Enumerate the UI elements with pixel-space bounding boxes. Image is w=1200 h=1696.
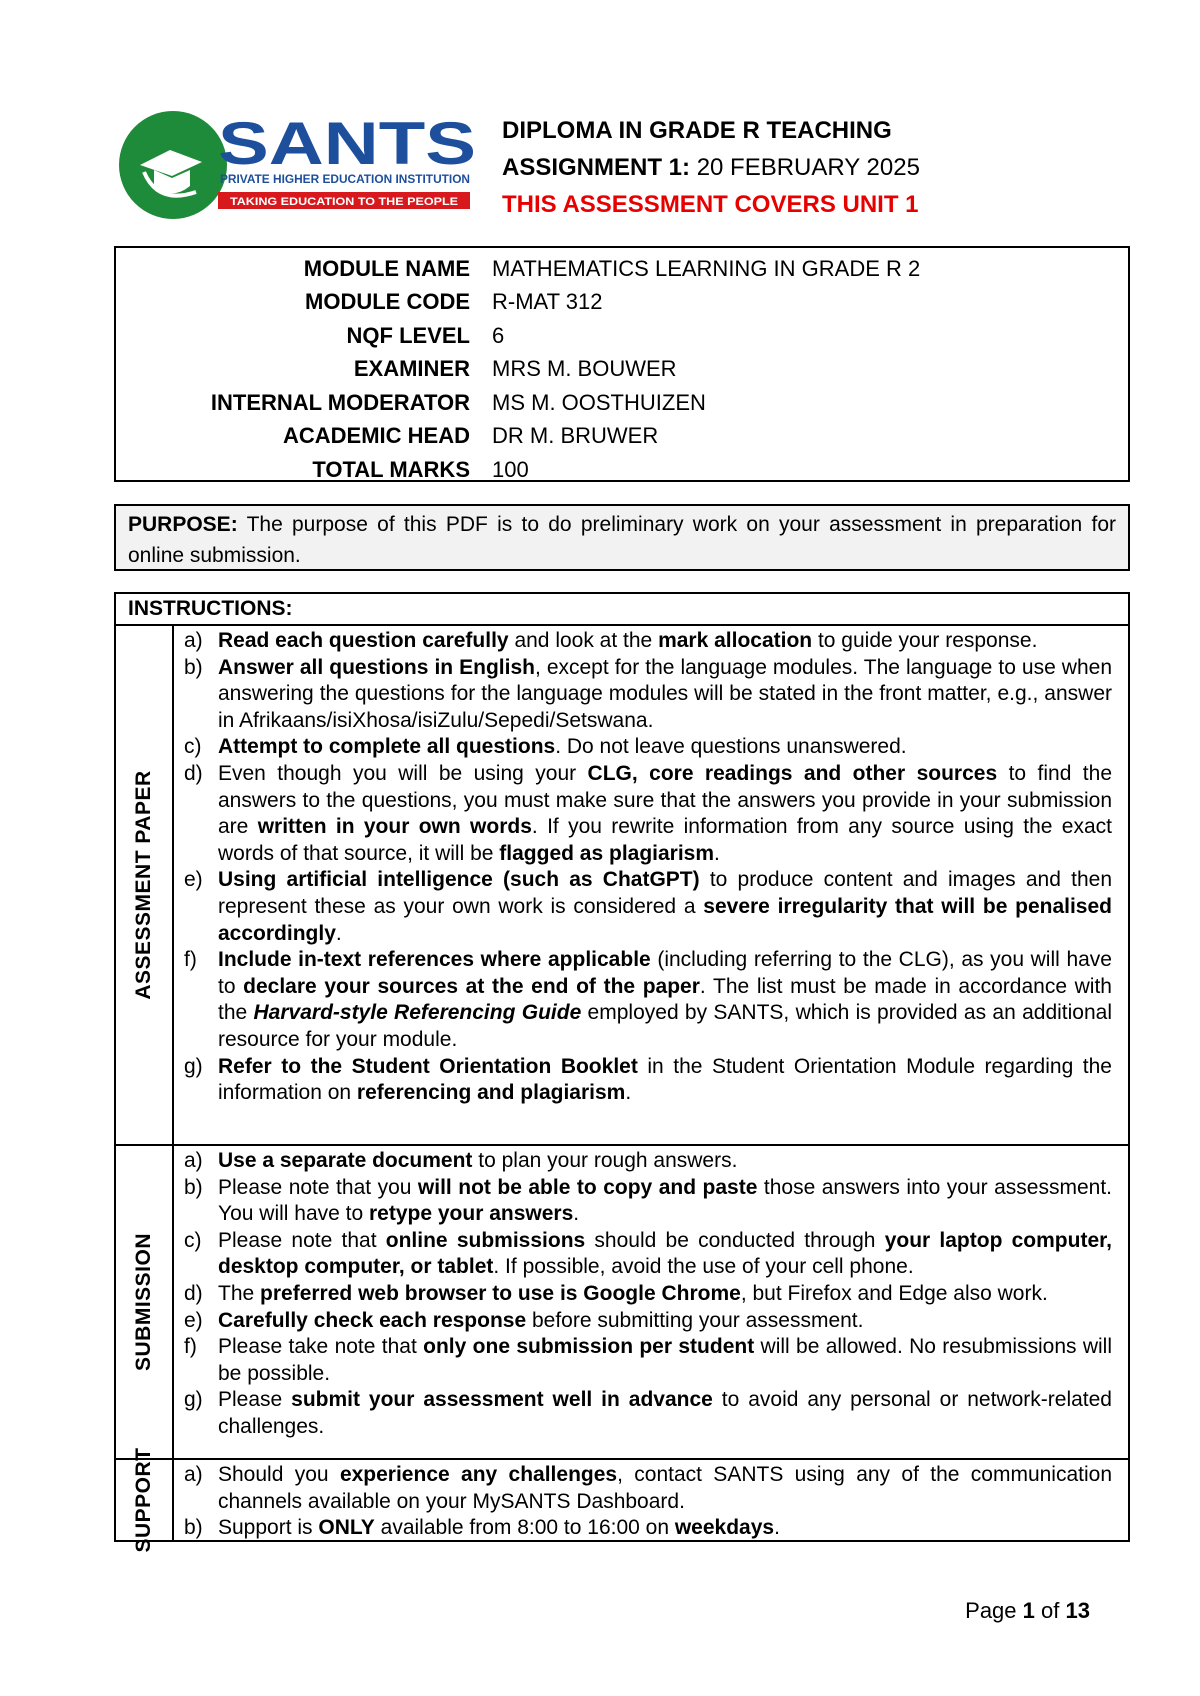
instruction-item: [184, 1334, 1112, 1387]
assignment-line: [502, 149, 920, 186]
item-text-emphasis: Harvard-style Referencing Guide: [253, 1001, 582, 1025]
coverage-line: THIS ASSESSMENT COVERS UNIT 1: [502, 191, 919, 218]
module-label: TOTAL MARKS: [312, 456, 470, 482]
instruction-item: [184, 1515, 1112, 1542]
instructions-table: [114, 592, 1130, 1553]
section-label: SUPPORT: [132, 1447, 155, 1553]
item-text: [218, 655, 1112, 735]
item-text: [218, 947, 1112, 1053]
section-side: [116, 626, 174, 1144]
item-text-emphasis: weekdays: [674, 1516, 775, 1540]
instruction-item: [184, 947, 1112, 1053]
item-text-part: .: [625, 1081, 632, 1105]
of-word: of: [1041, 1598, 1060, 1623]
item-text-part: to avoid any personal or network-related challenges.: [218, 1388, 1112, 1438]
item-text-emphasis: referencing and plagiarism: [356, 1081, 626, 1105]
item-text-part: .: [774, 1516, 780, 1540]
item-letter: b): [184, 655, 203, 679]
instruction-section: [116, 626, 1128, 1146]
item-text-part: Please: [218, 1388, 292, 1412]
module-label: NQF LEVEL: [346, 322, 470, 348]
item-text: [218, 1175, 1112, 1228]
item-letter: g): [184, 1054, 203, 1078]
item-letter: b): [184, 1516, 203, 1540]
section-items: [174, 1460, 1128, 1540]
module-value: 100: [492, 456, 529, 482]
item-text-emphasis: Include in-text references where applicable: [218, 948, 651, 972]
module-label: MODULE CODE: [305, 289, 470, 315]
item-text-part: available from 8:00 to 16:00 on: [374, 1516, 675, 1540]
item-text: [218, 734, 1112, 761]
instruction-item: [184, 1387, 1112, 1440]
item-text-part: to produce content and images and then represent these as your own work is considered a: [218, 868, 1112, 918]
logo-tagline: TAKING EDUCATION TO THE PEOPLE: [230, 196, 458, 208]
item-text-part: .: [573, 1202, 580, 1226]
item-text-part: .: [335, 921, 342, 945]
item-text-part: Please note that: [218, 1228, 386, 1252]
item-text-part: , contact SANTS using any of the communication channels available on your MySANTS Dashboard.: [218, 1463, 1113, 1513]
item-letter: a): [184, 1149, 203, 1172]
item-letter: e): [184, 868, 203, 892]
item-text-part: , but Firefox and Edge also work.: [740, 1281, 1048, 1305]
item-text-emphasis: CLG, core readings and other sources: [587, 761, 998, 785]
item-text-part: to find the answers to the questions, you must make sure that the answers you provide in your submission are: [218, 761, 1112, 839]
instruction-item: [184, 1308, 1112, 1335]
diploma-title: DIPLOMA IN GRADE R TEACHING: [502, 117, 892, 144]
item-text-part: those answers into your assessment. You will have to: [218, 1175, 1112, 1226]
item-text-emphasis: Read each question carefully: [218, 629, 509, 652]
item-text-part: should be conducted through: [585, 1228, 885, 1252]
module-value: MRS M. BOUWER: [492, 356, 677, 382]
instruction-item: [184, 1054, 1112, 1107]
item-text-emphasis: only one submission per student: [423, 1335, 755, 1359]
item-letter: f): [184, 1335, 197, 1359]
instruction-item: [184, 1175, 1112, 1228]
item-text-part: will be allowed. No resubmissions will be possible.: [218, 1335, 1113, 1385]
module-row: [116, 353, 1128, 387]
item-text-emphasis: retype your answers: [369, 1202, 574, 1226]
page-number: [965, 1598, 1090, 1624]
module-row: [116, 286, 1128, 320]
item-text: [218, 1387, 1112, 1440]
item-text-part: before submitting your assessment.: [526, 1308, 864, 1332]
module-row: [116, 252, 1128, 286]
item-text-part: Please take note that: [218, 1335, 424, 1359]
item-text-emphasis: Carefully check each response: [218, 1308, 527, 1332]
instruction-item: [184, 1281, 1112, 1308]
item-text: [218, 867, 1112, 947]
item-text: [218, 1515, 1112, 1542]
item-text-emphasis: Attempt to complete all questions: [218, 735, 556, 759]
item-text-part: . Do not leave questions unanswered.: [555, 735, 907, 759]
item-letter: d): [184, 1281, 203, 1305]
item-text-emphasis: Using artificial intelligence (such as ChatGPT): [218, 868, 700, 892]
item-text-emphasis: severe irregularity that will be penalised accordingly: [218, 894, 1112, 945]
module-row: [116, 319, 1128, 353]
item-text-emphasis: Use a separate document: [218, 1149, 473, 1172]
section-items: [174, 626, 1128, 1144]
item-text-part: to plan your rough answers.: [472, 1149, 738, 1172]
page-word: Page: [965, 1598, 1017, 1623]
item-text-emphasis: will not be able to copy and paste: [417, 1175, 758, 1199]
section-side: [116, 1447, 174, 1553]
item-text: [218, 761, 1112, 867]
item-letter: e): [184, 1308, 203, 1332]
item-text-part: (including referring to the CLG), as you will have to: [218, 948, 1112, 998]
item-text-part: employed by SANTS, which is provided as an additional resource for your module.: [218, 1001, 1112, 1051]
item-text-emphasis: declare your sources at the end of the paper: [243, 974, 700, 998]
instruction-item: [184, 1228, 1112, 1281]
module-value: DR M. BRUWER: [492, 423, 659, 449]
sants-logo: [118, 110, 478, 220]
assignment-date: 20 FEBRUARY 2025: [696, 154, 920, 181]
item-text-part: Even though you will be using your: [218, 761, 588, 785]
item-text-emphasis: ONLY: [318, 1516, 375, 1540]
item-letter: f): [184, 948, 197, 972]
item-text-part: in the Student Orientation Module regarding the information on: [218, 1054, 1112, 1105]
instruction-item: [184, 734, 1112, 761]
item-text: [218, 1281, 1112, 1308]
item-letter: c): [184, 735, 202, 759]
item-text-emphasis: mark allocation: [658, 629, 813, 652]
item-text-part: , except for the language modules. The language to use when answering the questions for the language modules will be stated in the front matter, e.g., answer in Afrikaans/isiXhosa/isiZulu/Sepedi/Setswana.: [218, 655, 1112, 732]
section-side: [116, 1146, 174, 1458]
item-text-emphasis: your laptop computer, desktop computer, or tablet: [218, 1228, 1112, 1279]
item-letter: b): [184, 1175, 203, 1199]
item-text-emphasis: flagged as plagiarism: [499, 841, 715, 865]
logo-subtitle: PRIVATE HIGHER EDUCATION INSTITUTION: [220, 174, 470, 186]
item-text-part: Please note that you: [218, 1175, 418, 1199]
item-letter: g): [184, 1388, 203, 1412]
section-items: [174, 1146, 1128, 1458]
item-text-emphasis: submit your assessment well in advance: [291, 1388, 713, 1412]
purpose-box: [114, 504, 1130, 571]
item-letter: c): [184, 1228, 202, 1252]
purpose-text: The purpose of this PDF is to do preliminary work on your assessment in preparation for online submission.: [128, 513, 1116, 567]
module-value: MATHEMATICS LEARNING IN GRADE R 2: [492, 255, 921, 281]
item-text-part: and look at the: [508, 629, 659, 652]
item-text-emphasis: online submissions: [385, 1228, 586, 1252]
purpose-label: PURPOSE:: [128, 513, 238, 536]
item-letter: a): [184, 629, 203, 652]
module-value: R-MAT 312: [492, 289, 603, 315]
instruction-item: [184, 761, 1112, 867]
item-text-part: to guide your response.: [812, 629, 1038, 652]
page-total: 13: [1065, 1598, 1090, 1623]
instruction-item: [184, 867, 1112, 947]
instruction-section: [116, 1447, 1128, 1553]
item-text: [218, 628, 1112, 655]
module-label: MODULE NAME: [303, 255, 470, 281]
assignment-label: ASSIGNMENT 1:: [502, 154, 691, 181]
module-value: 6: [492, 322, 505, 348]
instruction-section: [116, 1146, 1128, 1460]
instruction-sections: [116, 626, 1128, 1553]
item-text: [218, 1334, 1112, 1387]
section-label: ASSESSMENT PAPER: [132, 770, 155, 1000]
item-text: [218, 1462, 1112, 1515]
item-letter: a): [184, 1463, 203, 1486]
item-text-part: .: [714, 841, 720, 865]
item-text: [218, 1228, 1112, 1281]
logo-name: SANTS: [218, 110, 476, 177]
item-text: [218, 1148, 1112, 1175]
instruction-item: [184, 1148, 1112, 1175]
module-label: EXAMINER: [353, 356, 470, 382]
item-text-emphasis: Answer all questions in English: [218, 655, 535, 679]
module-row: [116, 420, 1128, 454]
page-current: 1: [1022, 1598, 1035, 1623]
module-label: INTERNAL MODERATOR: [210, 389, 470, 415]
item-text-part: . If possible, avoid the use of your cell phone.: [493, 1255, 914, 1279]
module-row: [116, 453, 1128, 487]
module-label: ACADEMIC HEAD: [283, 423, 470, 449]
module-value: MS M. OOSTHUIZEN: [492, 389, 706, 415]
item-text: [218, 1054, 1112, 1107]
item-text-part: Support is: [218, 1516, 319, 1540]
item-text-emphasis: Refer to the Student Orientation Booklet: [218, 1054, 638, 1078]
section-label: SUBMISSION: [132, 1232, 155, 1372]
item-text-part: The: [218, 1281, 261, 1305]
item-text-emphasis: written in your own words: [257, 815, 532, 839]
instruction-item: [184, 1462, 1112, 1515]
module-info-table: [114, 246, 1130, 482]
instruction-item: [184, 628, 1112, 655]
item-text-part: . If you rewrite information from any source using the exact words of that source, it will be: [218, 815, 1112, 865]
item-text-emphasis: experience any challenges: [339, 1463, 618, 1486]
document-header: [502, 112, 920, 223]
item-letter: d): [184, 761, 203, 785]
instruction-item: [184, 655, 1112, 735]
module-row: [116, 386, 1128, 420]
instructions-title: INSTRUCTIONS:: [116, 594, 1128, 626]
item-text: [218, 1308, 1112, 1335]
item-text-part: . The list must be made in accordance with the: [218, 974, 1112, 1025]
item-text-emphasis: preferred web browser to use is Google Chrome: [260, 1281, 741, 1305]
item-text-part: Should you: [218, 1463, 340, 1486]
